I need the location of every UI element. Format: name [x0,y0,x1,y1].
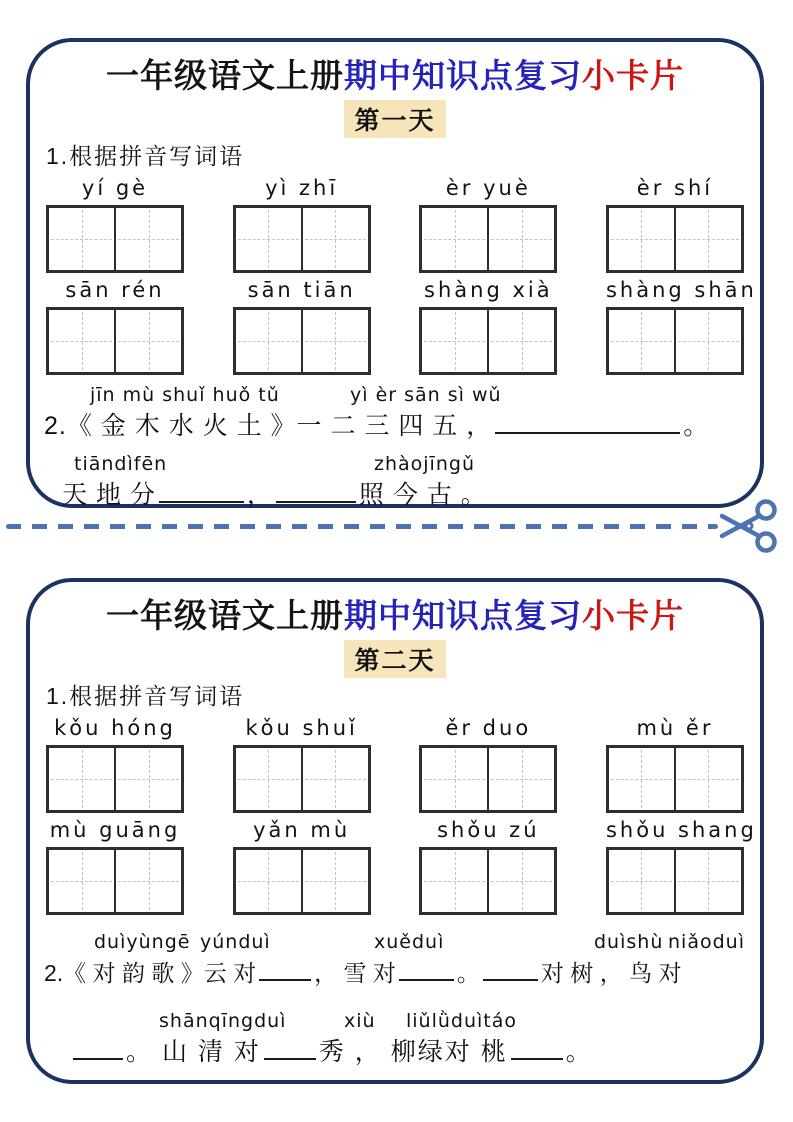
answer-blank [276,476,356,503]
writing-box-row [44,745,746,813]
writing-box-pair [606,205,744,273]
question1-label: 1.根据拼音写词语 [46,143,245,169]
pinyin-label: yí gè [81,176,149,200]
pinyin-segment: duìshù [594,931,664,953]
text-segment: 2.《 金 木 水 火 土 》一 二 三 四 五 ， [44,412,493,440]
question2-block [44,384,746,516]
text-segment: 。 [683,412,710,440]
pinyin-segment: tiāndìfēn [74,453,168,475]
pinyin-segment: niǎoduì [668,931,745,953]
question2-line [44,954,746,994]
writing-box-pair [46,307,184,375]
day-row [44,640,746,674]
text-segment: ， 雪 对 [314,960,396,986]
writing-box-pair [419,205,557,273]
writing-box-pair [233,745,371,813]
pinyin-label-row [44,176,746,203]
writing-box [49,850,114,912]
text-segment: 。 山 清 对 [126,1038,261,1066]
text-segment: 天 地 分 [62,481,156,509]
writing-box [114,310,181,372]
writing-box-pair [606,307,744,375]
pinyin-label: èr shí [636,176,714,200]
pinyin-segment: zhàojīngǔ [374,453,475,475]
writing-box [422,748,487,810]
writing-box [674,748,741,810]
writing-box [487,208,554,270]
writing-box-pair [233,205,371,273]
writing-box [422,208,487,270]
pinyin-label: shàng xià [424,278,553,302]
pinyin-label: yì zhī [265,176,339,200]
pinyin-segment: liǔlǜduìtáo [406,1010,518,1032]
writing-box [49,208,114,270]
writing-box [674,850,741,912]
pinyin-segment: jīn mù shuǐ huǒ tǔ [90,384,280,406]
answer-blank [511,1033,563,1060]
question1-label: 1.根据拼音写词语 [46,683,245,709]
pinyin-label: mù ěr [636,716,714,740]
answer-blank [495,407,680,434]
answer-blank [483,954,538,981]
writing-box [609,208,674,270]
writing-box [49,310,114,372]
pinyin-label-row [44,818,757,845]
title-part-black: 一年级语文上册 [106,597,344,634]
day-row [44,100,746,134]
pinyin-line [44,1010,746,1033]
writing-box-pair [233,307,371,375]
answer-blank [73,1033,123,1060]
answer-blank [399,954,454,981]
title-part-red: 小卡片 [582,57,684,94]
pinyin-label: yǎn mù [253,818,351,842]
writing-box-pair [46,847,184,915]
pinyin-line [44,931,746,954]
text-segment: 。 [456,960,480,986]
question2-line [62,476,746,516]
writing-box [609,850,674,912]
title-part-blue: 期中知识点复习 [344,597,582,634]
writing-box [674,208,741,270]
writing-box [609,748,674,810]
scissors-icon [716,497,780,555]
pinyin-label: èr yuè [445,176,531,200]
writing-box [236,208,301,270]
pinyin-label-row [44,716,746,743]
answer-blank [264,1033,316,1060]
card-title [44,590,746,637]
writing-box [236,310,301,372]
writing-box-pair [46,745,184,813]
pinyin-segment: yì èr sān sì wǔ [350,384,502,406]
pinyin-label: kǒu hóng [54,716,176,740]
pinyin-segment: shānqīngduì [159,1010,287,1032]
question2-line [70,1033,746,1073]
day-badge: 第一天 [344,100,445,138]
writing-box-pair [419,847,557,915]
writing-box-pair [419,745,557,813]
title-part-blue: 期中知识点复习 [344,57,582,94]
writing-box-pair [233,847,371,915]
writing-box-pair [606,847,744,915]
writing-box [487,748,554,810]
writing-box-pair [46,205,184,273]
writing-box-row [44,307,746,375]
writing-box [487,310,554,372]
text-segment: 2.《 对 韵 歌 》云 对 [44,960,257,986]
pinyin-segment: xiù [344,1010,376,1032]
writing-box-pair [606,745,744,813]
writing-box [301,850,368,912]
review-card-day2 [26,578,764,1084]
writing-box [609,310,674,372]
writing-box [114,208,181,270]
question2-line [44,407,746,447]
writing-box-row [44,205,746,273]
pinyin-line [44,453,746,476]
title-part-red: 小卡片 [582,597,684,634]
writing-box [422,850,487,912]
pinyin-line [44,384,746,407]
pinyin-label: shǒu zú [437,818,540,842]
pinyin-label: kǒu shuǐ [245,716,358,740]
pinyin-label: shàng shān [605,278,757,302]
pinyin-label: ěr duo [445,716,532,740]
pinyin-label-row [44,278,757,305]
pinyin-segment: xuěduì [374,931,445,953]
writing-box-pair [419,307,557,375]
title-part-black: 一年级语文上册 [106,57,344,94]
writing-box-row [44,847,746,915]
writing-box [301,310,368,372]
text-segment: ， [246,481,273,509]
day-badge: 第二天 [344,640,445,678]
text-segment: 照 今 古 。 [358,481,487,509]
text-segment: 对 树 ， 鸟 对 [540,960,682,986]
pinyin-label: shǒu shang [605,818,757,842]
writing-box [674,310,741,372]
card-title [44,50,746,97]
answer-blank [259,954,311,981]
pinyin-label: sān tiān [247,278,356,302]
writing-box [487,850,554,912]
writing-box [422,310,487,372]
writing-box [236,748,301,810]
writing-box [114,748,181,810]
answer-blank [159,476,244,503]
writing-box [114,850,181,912]
cut-dashed-line [6,524,718,529]
pinyin-label: sān rén [65,278,165,302]
question2-block [44,931,746,1073]
text-segment: 。 [565,1038,593,1066]
writing-box [49,748,114,810]
writing-box [236,850,301,912]
pinyin-segment: duìyùngē [94,931,191,953]
review-card-day1 [26,38,764,508]
writing-box [301,208,368,270]
text-segment: 秀 ， 柳绿对 桃 [318,1038,508,1066]
pinyin-label: mù guāng [49,818,181,842]
pinyin-segment: yúnduì [200,931,271,953]
writing-box [301,748,368,810]
